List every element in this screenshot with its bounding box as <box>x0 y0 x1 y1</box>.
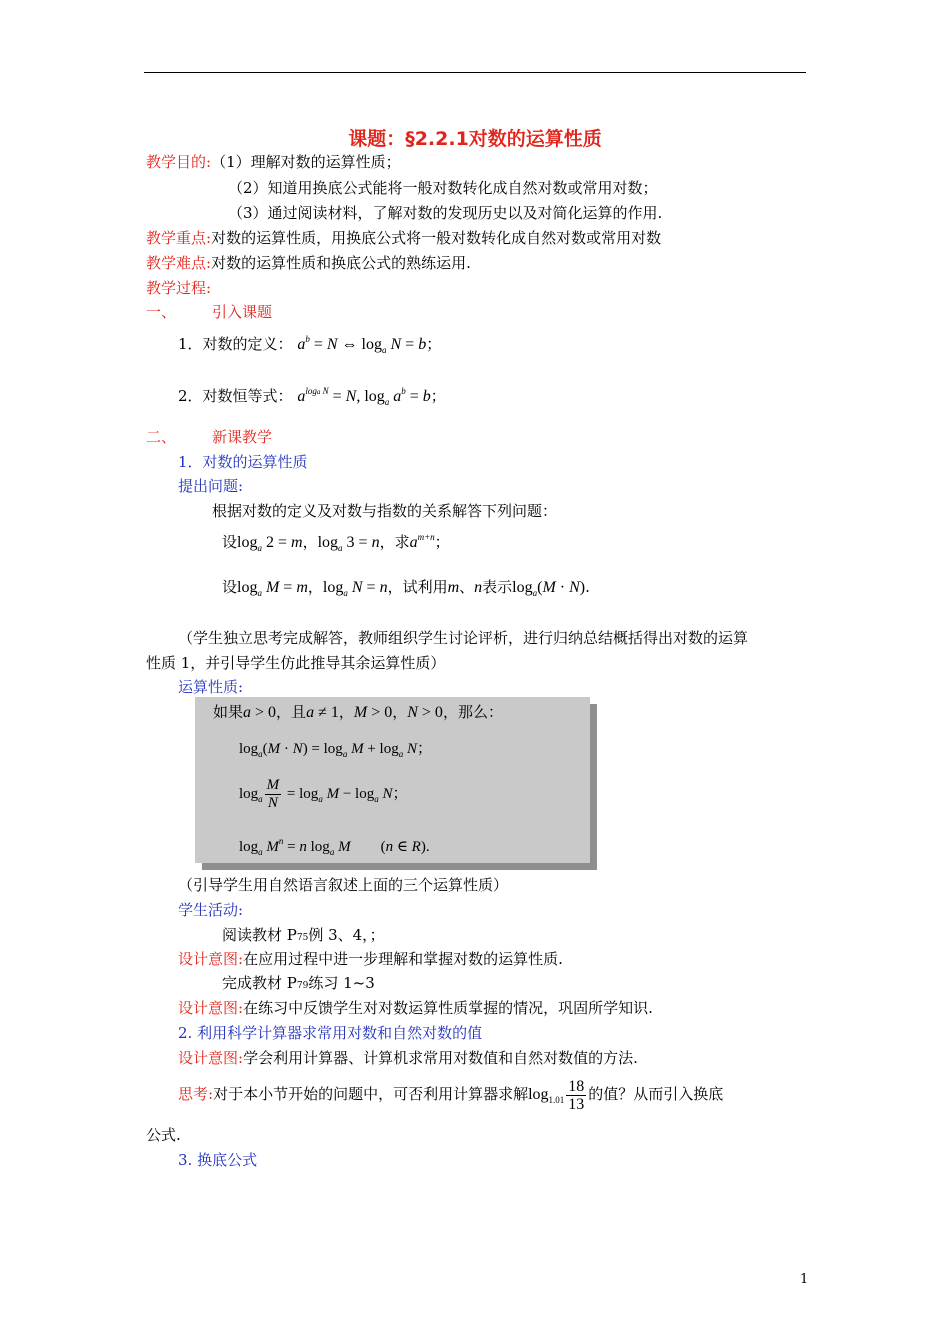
goal-3: （3）通过阅读材料，了解对数的发现历史以及对简化运算的作用. <box>228 204 663 222</box>
read-1-pre: 阅读教材 P <box>222 926 297 944</box>
read-2-page: 79 <box>296 981 309 991</box>
section-1-heading <box>146 303 272 321</box>
read-2-pre: 完成教材 P <box>222 974 297 992</box>
box-then: ，那么： <box>442 703 503 721</box>
properties-box <box>195 697 590 863</box>
q2-var-n: n <box>474 579 483 596</box>
product-rule: $\log_a(M \cdot N) = \log_a M + \log_a N$； <box>239 741 432 759</box>
box-and: ，且 <box>276 703 307 721</box>
goals-label: 教学目的: <box>146 153 212 171</box>
difficulty-line <box>146 254 471 272</box>
q2-var-m: m <box>447 579 460 596</box>
q2-sep: 、 <box>459 578 475 596</box>
cond-n-positive: N > 0 <box>407 704 443 721</box>
box-condition: 如果a > 0，且a ≠ 1，M > 0，N > 0，那么： <box>213 703 503 721</box>
think-frac-num: 18 <box>568 1077 585 1095</box>
header-rule <box>144 72 806 73</box>
goal-1: （1）理解对数的运算性质； <box>211 153 401 171</box>
ask-label: 提出问题: <box>178 477 244 495</box>
item-1-line: 1．对数的定义： $a^b = N$ ⇔ $\log_a N = b$； <box>178 334 442 355</box>
section-2-num: 二、 <box>146 428 177 446</box>
item-2-label: 2．对数恒等式： <box>178 387 293 405</box>
think-log-base: 1.01 <box>548 1095 565 1105</box>
section-1-num: 一、 <box>146 303 177 321</box>
think-text-c: 公式. <box>146 1126 181 1144</box>
subsection-1: 1．对数的运算性质 <box>178 453 308 471</box>
think-text-b: 的值？从而引入换底 <box>588 1085 724 1103</box>
properties-label: 运算性质: <box>178 678 244 696</box>
read-1 <box>222 926 385 947</box>
focus-line <box>146 229 661 247</box>
q2-formula-a: $\log_a M = m$ <box>237 579 308 598</box>
intent-1-text: 在应用过程中进一步理解和掌握对数的运算性质. <box>243 950 563 968</box>
intent-1-label: 设计意图: <box>178 950 244 968</box>
think-line <box>178 1077 723 1117</box>
read-2-post: 练习 1~3 <box>308 974 375 992</box>
question-1: 设$\log_a 2 = m$，$\log_a 3 = n$，求$a^{m+n}$； <box>222 532 450 553</box>
ask-text: 根据对数的定义及对数与指数的关系解答下列问题： <box>212 502 558 520</box>
intent-3-label: 设计意图: <box>178 1049 244 1067</box>
focus-text: 对数的运算性质，用换底公式将一般对数转化成自然对数或常用对数 <box>211 229 662 247</box>
cond-a-positive: a > 0 <box>243 704 277 721</box>
difficulty-label: 教学难点: <box>146 254 212 272</box>
q2-try: ，试利用 <box>387 578 448 596</box>
think-log-expression: $\log_{1.01}$ $\frac{18}{13}$ <box>528 1077 585 1113</box>
note-1-line-b: 性质 1，并引导学生仿此推导其余运算性质） <box>146 654 446 672</box>
note-2: （引导学生用自然语言叙述上面的三个运算性质） <box>178 876 509 894</box>
quotient-rule: $\log_a$ $\frac{M}{N}$ = $\log_a M - \log_a N$； <box>239 777 408 811</box>
box-if: 如果 <box>213 703 244 721</box>
section-2-title: 新课教学 <box>212 428 273 446</box>
section-1-title: 引入课题 <box>212 303 273 321</box>
item-1-label: 1．对数的定义： <box>178 335 293 353</box>
note-1-line-a: （学生独立思考完成解答，教师组织学生讨论评析，进行归纳总结概括得出对数的运算 <box>178 629 749 647</box>
goal-2: （2）知道用换底公式能将一般对数转化成自然对数或常用对数； <box>228 179 658 197</box>
read-1-page: 75 <box>296 933 309 943</box>
intent-3-text: 学会利用计算器、计算机求常用对数值和自然对数值的方法. <box>243 1049 638 1067</box>
section-2-heading <box>146 428 272 446</box>
q1-formula-b: $\log_a 3 = n$ <box>317 534 380 553</box>
read-1-post: 例 3、4，； <box>308 926 385 944</box>
activity-label: 学生活动: <box>178 901 244 919</box>
page-title: 课题：§2.2.1对数的运算性质 <box>348 128 602 150</box>
think-text-a: 对于本小节开始的问题中，可否利用计算器求解 <box>213 1085 529 1103</box>
q2-target: $\log_a(M \cdot N)$ <box>512 579 586 598</box>
intent-3-line <box>178 1049 638 1067</box>
question-2: 设$\log_a M = m$，$\log_a N = n$，试利用m、n表示$\log_a(M \cdot N)$. <box>222 578 590 598</box>
q1-formula-a: $\log_a 2 = m$ <box>237 534 303 553</box>
goals-line-1 <box>146 153 401 171</box>
q2-formula-b: $\log_a N = n$ <box>322 579 388 598</box>
log-identity-formula: $a^{loga N} = N$, $\log_a a^b = b$ <box>297 386 431 407</box>
item-2-line: 2．对数恒等式： $a^{loga N} = N$, $\log_a a^b = b$； <box>178 386 446 407</box>
q1-find: ，求 <box>379 533 410 551</box>
q1-set: 设 <box>222 533 238 551</box>
intent-2-label: 设计意图: <box>178 999 244 1017</box>
process-label: 教学过程: <box>146 279 212 297</box>
read-2 <box>222 974 375 995</box>
q1-target: $a^{m+n}$ <box>409 532 435 551</box>
q2-set: 设 <box>222 578 238 596</box>
cond-a-not-one: a ≠ 1 <box>306 704 339 721</box>
intent-1-line <box>178 950 563 968</box>
difficulty-text: 对数的运算性质和换底公式的熟练运用. <box>211 254 471 272</box>
think-label: 思考: <box>178 1085 214 1103</box>
intent-2-text: 在练习中反馈学生对对数运算性质掌握的情况，巩固所学知识. <box>243 999 653 1017</box>
think-frac-den: 13 <box>568 1095 585 1113</box>
subsection-3: 3. 换底公式 <box>178 1151 258 1169</box>
cond-m-positive: M > 0 <box>353 704 393 721</box>
q2-express: 表示 <box>482 578 513 596</box>
page-number: 1 <box>800 1272 809 1287</box>
log-definition-formula: $a^b = N$ ⇔ $\log_a N = b$ <box>297 334 427 355</box>
intent-2-line <box>178 999 653 1017</box>
power-rule: $\log_a M^n = n$ $\log_a M$ (n ∈ R). <box>239 836 430 857</box>
subsection-2: 2. 利用科学计算器求常用对数和自然对数的值 <box>178 1024 483 1042</box>
focus-label: 教学重点: <box>146 229 212 247</box>
